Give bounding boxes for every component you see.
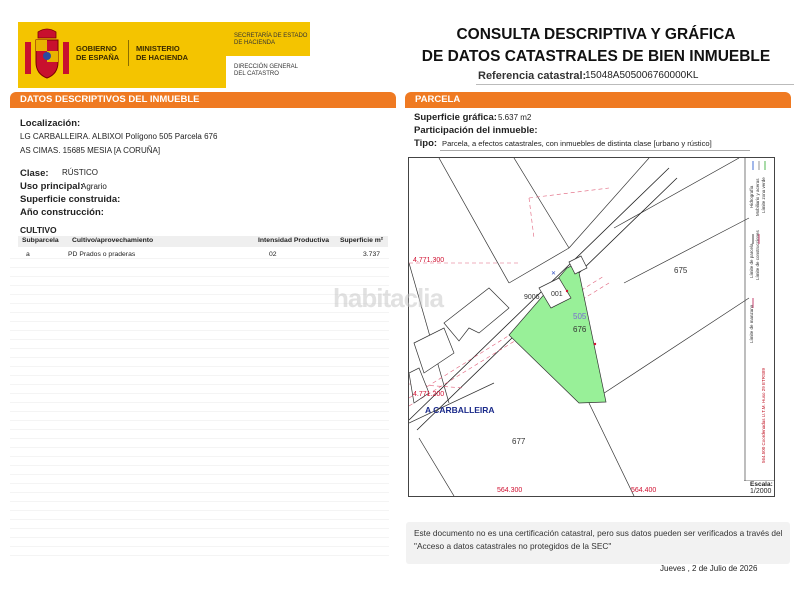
superficie-grafica-label: Superficie gráfica:	[414, 112, 497, 123]
anio-construccion-label: Año construcción:	[20, 207, 104, 218]
legend-coords: 564.500 Coordenadas U.T.M. Huso 29 ETRS89	[761, 367, 766, 463]
tipo-label: Tipo:	[414, 138, 438, 149]
table-row-cultivo: PD Prados o praderas	[68, 251, 136, 258]
ref-label: Referencia catastral:	[478, 70, 587, 82]
uso-label: Uso principal:	[20, 181, 84, 192]
legend-parcela: Límite de parcela	[749, 243, 754, 278]
scale-value: 1/2000	[750, 488, 772, 495]
th-superficie: Superficie m²	[340, 237, 384, 244]
th-cultivo: Cultivo/aprovechamiento	[72, 237, 154, 244]
gov-name: GOBIERNO DE ESPAÑA	[76, 44, 120, 62]
document-title: CONSULTA DESCRIPTIVA Y GRÁFICA DE DATOS CATASTRALES DE BIEN INMUEBLE	[421, 26, 771, 65]
table-row-subparcela: a	[26, 251, 30, 258]
map-label-677: 677	[512, 437, 526, 446]
th-intensidad: Intensidad Productiva	[258, 237, 330, 244]
clase-label: Clase:	[20, 168, 49, 179]
place-label: A CARBALLEIRA	[425, 405, 495, 415]
watermark: habitaclia	[333, 283, 443, 313]
cadastral-map	[408, 157, 775, 497]
scale-box	[750, 481, 776, 498]
legend-manzana: Límite de manzana	[749, 304, 754, 343]
secretaria-name: SECRETARÍA DE ESTADO DE HACIENDA	[234, 33, 308, 46]
th-subparcela: Subparcela	[22, 237, 59, 244]
participacion-label: Participación del inmueble:	[414, 125, 538, 136]
map-label-676: 676	[573, 325, 587, 334]
map-label-675: 675	[674, 266, 688, 275]
cultivo-label: CULTIVO	[20, 225, 57, 235]
map-legend	[744, 158, 774, 481]
legend-hidrografia: Hidrografía	[749, 185, 754, 208]
table-row-superficie: 3.737	[363, 251, 381, 258]
legend-mobiliario: Mobiliario y aceras	[755, 178, 760, 216]
table-row-intensidad: 02	[269, 251, 277, 258]
map-label-505: 505	[573, 312, 587, 321]
ministry-name: MINISTERIO DE HACIENDA	[136, 44, 189, 62]
tipo-underline	[440, 150, 750, 151]
ref-underline	[476, 84, 794, 85]
coord-x1: 564.300	[497, 487, 523, 494]
logo-divider	[128, 40, 129, 66]
legend-zona-verde: Límite zona verde	[761, 177, 766, 213]
uso-value: Agrario	[81, 182, 107, 191]
section-bar-parcela: PARCELA	[405, 92, 791, 108]
superficie-construida-label: Superficie construida:	[20, 194, 121, 205]
coord-y2: 4.771.200	[413, 391, 445, 398]
superficie-grafica-value: 5.637 m2	[498, 113, 532, 122]
localizacion-line1: LG CARBALLEIRA. ALBIXOI Polígono 505 Parcela 676	[20, 132, 218, 141]
map-label-001: 001	[551, 291, 563, 298]
document-date: Jueves , 2 de Julio de 2026	[660, 564, 758, 573]
direccion-name: DIRECCIÓN GENERAL DEL CATASTRO	[234, 64, 299, 77]
scale-label: Escala:	[750, 481, 773, 488]
clase-value: RÚSTICO	[62, 168, 98, 177]
ref-value: 15048A505006760000KL	[585, 70, 699, 81]
localizacion-label: Localización:	[20, 118, 81, 129]
legend-construcciones: Límite de construcciones	[755, 230, 760, 280]
localizacion-line2: AS CIMAS. 15685 MESIA [A CORUÑA]	[20, 146, 161, 155]
tipo-value: Parcela, a efectos catastrales, con inmuebles de distinta clase [urbano y rústico]	[442, 139, 712, 148]
coat-of-arms-icon	[22, 28, 72, 84]
coord-x2: 564.400	[631, 487, 657, 494]
section-bar-descriptive: DATOS DESCRIPTIVOS DEL INMUEBLE	[10, 92, 396, 108]
notice-text: Este documento no es una certificación catastral, pero sus datos pueden ser verificados a través del "Acceso a datos catastrales no protegidos de la SEC"	[414, 528, 783, 551]
map-canvas	[409, 158, 774, 496]
svg-text:✕: ✕	[551, 271, 557, 277]
map-label-9006: 9006	[524, 294, 540, 301]
coord-y1: 4.771.300	[413, 257, 445, 264]
